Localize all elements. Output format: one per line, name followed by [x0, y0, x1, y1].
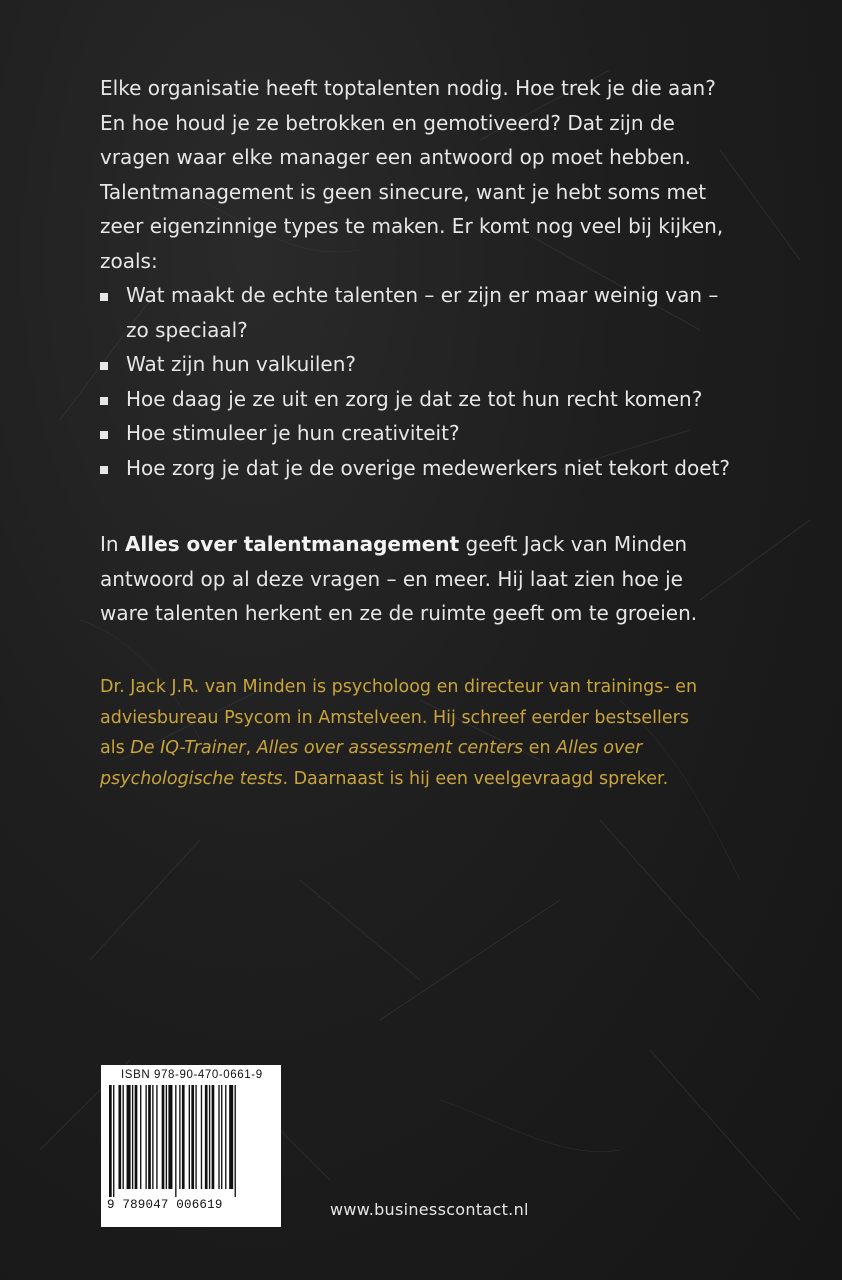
book-title: Alles over talentmanagement	[124, 532, 460, 556]
intro-section	[100, 71, 740, 485]
barcode-bar	[225, 1085, 226, 1189]
book-title-assessment: Alles over assessment centers	[256, 738, 524, 758]
barcode-bar	[195, 1085, 196, 1189]
author-line	[100, 764, 740, 795]
list-item-text: Hoe stimuleer je hun creativiteit?	[126, 421, 460, 445]
intro-line: vragen waar elke manager een antwoord op moet hebben.	[100, 145, 691, 169]
barcode-bar	[212, 1085, 215, 1189]
barcode-bar	[156, 1085, 157, 1189]
barcode-bar	[168, 1085, 172, 1189]
list-item-text: Wat zijn hun valkuilen?	[126, 352, 356, 376]
barcode-bar	[140, 1085, 141, 1189]
barcode-bar	[162, 1085, 165, 1189]
list-item-text: Hoe daag je ze uit en zorg je dat ze tot hun recht komen?	[126, 386, 703, 411]
intro-line: Talentmanagement is geen sinecure, want je hebt soms met	[100, 179, 707, 204]
barcode-bar	[209, 1085, 210, 1189]
barcode-bar	[221, 1085, 222, 1189]
list-item	[100, 382, 740, 417]
barcode-bar	[166, 1085, 167, 1189]
author-bio	[100, 672, 740, 794]
square-bullet-icon	[100, 293, 108, 301]
square-bullet-icon	[100, 431, 108, 439]
summary-line: antwoord op al deze vragen – en meer. Hij laat zien hoe je	[100, 566, 683, 591]
author-text: ,	[245, 738, 257, 758]
summary-line: ware talenten herkent en ze de ruimte geeft om te groeien.	[100, 601, 698, 625]
square-bullet-icon	[100, 362, 108, 370]
barcode-bar	[218, 1085, 219, 1189]
barcode-bar	[113, 1085, 114, 1197]
barcode-digits: 9 789047 006619	[107, 1198, 223, 1212]
intro-line: Elke organisatie heeft toptalenten nodig. Hoe trek je die aan?	[100, 76, 716, 100]
author-text: . Daarnaast is hij een veelgevraagd spreker.	[282, 768, 669, 789]
summary-line	[100, 527, 740, 562]
book-title-tests: Alles over	[556, 738, 643, 758]
square-bullet-icon	[100, 466, 108, 474]
author-line: adviesbureau Psycom in Amstelveen. Hij schreef eerder bestsellers	[100, 707, 689, 728]
list-item	[100, 347, 740, 382]
list-item	[100, 451, 740, 486]
barcode-bar	[201, 1085, 202, 1189]
barcode-icon	[107, 1085, 275, 1197]
intro-line: zoals:	[100, 248, 158, 273]
publisher-website: www.businesscontact.nl	[330, 1200, 529, 1219]
barcode-bar	[148, 1085, 151, 1189]
intro-line: En hoe houd je ze betrokken en gemotiveerd? Dat zijn de	[100, 110, 675, 135]
summary-section	[100, 527, 740, 631]
list-item-text: Hoe zorg je dat je de overige medewerkers niet tekort doet?	[126, 455, 731, 480]
barcode-bar	[191, 1085, 194, 1189]
barcode-bar	[109, 1085, 112, 1197]
barcode-bar	[152, 1085, 153, 1189]
barcode-bar	[132, 1085, 133, 1189]
barcode-bar	[135, 1085, 138, 1189]
author-line: Dr. Jack J.R. van Minden is psycholoog en directeur van trainings- en	[100, 677, 698, 697]
barcode-bar	[189, 1085, 190, 1189]
intro-line: zeer eigenzinnige types te maken. Er komt nog veel bij kijken,	[100, 214, 724, 238]
book-title-iq-trainer: De IQ-Trainer	[130, 738, 246, 758]
barcode-bar	[235, 1085, 236, 1197]
summary-text: geeft Jack van Minden	[459, 532, 688, 556]
isbn-barcode	[101, 1065, 281, 1227]
isbn-label: ISBN 978-90-470-0661-9	[121, 1069, 263, 1081]
author-text: als	[100, 738, 131, 758]
barcode-bar	[175, 1085, 176, 1197]
list-item	[100, 416, 740, 451]
list-item-text: Wat maakt de echte talenten – er zijn er maar weinig van – zo speciaal?	[126, 283, 719, 342]
barcode-bar	[127, 1085, 131, 1189]
question-list	[100, 278, 740, 485]
barcode-bar	[229, 1085, 233, 1189]
barcode-bar	[123, 1085, 124, 1189]
barcode-bar	[205, 1085, 208, 1189]
barcode-bar	[145, 1085, 146, 1189]
book-title-tests-cont: psychologische tests	[100, 768, 283, 789]
barcode-bar	[182, 1085, 185, 1189]
summary-prefix: In	[100, 532, 125, 556]
barcode-bar	[179, 1085, 180, 1189]
barcode-bar	[118, 1085, 121, 1189]
square-bullet-icon	[100, 397, 108, 405]
list-item	[100, 278, 740, 347]
author-text: en	[523, 738, 557, 758]
author-line	[100, 733, 740, 764]
